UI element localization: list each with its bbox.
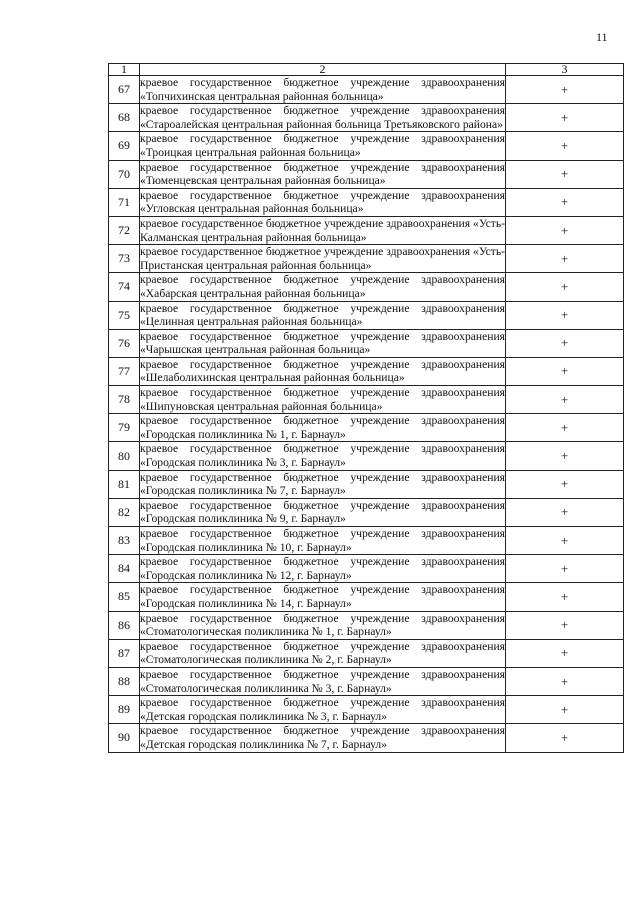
row-number-cell: 88: [109, 667, 140, 695]
institution-name-cell: краевое государственное бюджетное учреждение здравоохранения «Шипуновская центральная районная больница»: [140, 386, 505, 413]
row-number-cell: 72: [109, 216, 140, 244]
institution-name-cell: краевое государственное бюджетное учреждение здравоохранения «Городская поликлиника № 14, г. Барнаул»: [140, 583, 505, 610]
row-number-cell: 90: [109, 724, 140, 752]
mark-cell: +: [506, 555, 624, 583]
mark-cell: +: [506, 583, 624, 611]
institution-name-cell: краевое государственное бюджетное учреждение здравоохранения «Топчихинская центральная районная больница»: [140, 76, 505, 103]
table-row: [109, 639, 624, 667]
table-header: [109, 64, 624, 76]
institution-name-cell: краевое государственное бюджетное учреждение здравоохранения «Городская поликлиника № 12, г. Барнаул»: [140, 555, 505, 582]
table-row: [109, 724, 624, 752]
institution-name-cell: краевое государственное бюджетное учреждение здравоохранения «Усть-Калманская центральная районная больница»: [140, 216, 505, 244]
table-row: [109, 696, 624, 724]
table-header-row: [109, 64, 624, 76]
row-number-cell: 78: [109, 386, 140, 414]
table-row: [109, 667, 624, 695]
mark-cell: +: [506, 216, 624, 244]
row-number-cell: 87: [109, 639, 140, 667]
mark-cell: +: [506, 611, 624, 639]
mark-cell: +: [506, 160, 624, 188]
mark-cell: +: [506, 329, 624, 357]
row-number-cell: 83: [109, 527, 140, 555]
column-header-1: 1: [109, 64, 140, 76]
column-header-3: 3: [506, 64, 624, 76]
institution-name-cell: краевое государственное бюджетное учреждение здравоохранения «Стоматологическая поликлиника № 1, г. Барнаул»: [140, 611, 505, 639]
institution-name-cell: краевое государственное бюджетное учреждение здравоохранения «Стоматологическая поликлиника № 3, г. Барнаул»: [140, 667, 505, 695]
table-row: [109, 160, 624, 188]
mark-cell: +: [506, 696, 624, 724]
row-number-cell: 77: [109, 357, 140, 385]
row-number-cell: 79: [109, 414, 140, 442]
institutions-table: [108, 63, 624, 753]
table-row: [109, 132, 624, 160]
institution-name-cell: краевое государственное бюджетное учреждение здравоохранения «Детская городская поликлиника № 3, г. Барнаул»: [140, 696, 505, 723]
institution-name-cell: краевое государственное бюджетное учреждение здравоохранения «Староалейская центральная районная больница Третьяковского района»: [140, 104, 505, 131]
row-number-cell: 80: [109, 442, 140, 470]
institution-name-cell: краевое государственное бюджетное учреждение здравоохранения «Детская городская поликлиника № 7, г. Барнаул»: [140, 724, 505, 751]
mark-cell: +: [506, 498, 624, 526]
row-number-cell: 86: [109, 611, 140, 639]
institution-name-cell: краевое государственное бюджетное учреждение здравоохранения «Стоматологическая поликлиника № 2, г. Барнаул»: [140, 639, 505, 667]
row-number-cell: 70: [109, 160, 140, 188]
mark-cell: +: [506, 667, 624, 695]
table-row: [109, 216, 624, 244]
institution-name-cell: краевое государственное бюджетное учреждение здравоохранения «Целинная центральная районная больница»: [140, 301, 505, 329]
table-row: [109, 245, 624, 273]
mark-cell: +: [506, 386, 624, 414]
page-number: 11: [596, 30, 608, 44]
institution-name-cell: краевое государственное бюджетное учреждение здравоохранения «Городская поликлиника № 9, г. Барнаул»: [140, 498, 505, 526]
row-number-cell: 67: [109, 76, 140, 104]
table-row: [109, 442, 624, 470]
institution-name-cell: краевое государственное бюджетное учреждение здравоохранения «Чарышская центральная районная больница»: [140, 329, 505, 357]
table-row: [109, 76, 624, 104]
mark-cell: +: [506, 301, 624, 329]
mark-cell: +: [506, 442, 624, 470]
table-body: [109, 76, 624, 753]
institution-name-cell: краевое государственное бюджетное учреждение здравоохранения «Тюменцевская центральная районная больница»: [140, 160, 505, 188]
mark-cell: +: [506, 470, 624, 498]
row-number-cell: 85: [109, 583, 140, 611]
row-number-cell: 76: [109, 329, 140, 357]
row-number-cell: 89: [109, 696, 140, 724]
mark-cell: +: [506, 527, 624, 555]
table-row: [109, 357, 624, 385]
institution-name-cell: краевое государственное бюджетное учреждение здравоохранения «Городская поликлиника № 7, г. Барнаул»: [140, 470, 505, 498]
row-number-cell: 75: [109, 301, 140, 329]
mark-cell: +: [506, 188, 624, 216]
institution-name-cell: краевое государственное бюджетное учреждение здравоохранения «Городская поликлиника № 10, г. Барнаул»: [140, 527, 505, 554]
mark-cell: +: [506, 245, 624, 273]
row-number-cell: 69: [109, 132, 140, 160]
row-number-cell: 68: [109, 104, 140, 132]
table-row: [109, 104, 624, 132]
table-row: [109, 188, 624, 216]
institution-name-cell: краевое государственное бюджетное учреждение здравоохранения «Городская поликлиника № 3, г. Барнаул»: [140, 442, 505, 470]
institution-name-cell: краевое государственное бюджетное учреждение здравоохранения «Угловская центральная районная больница»: [140, 188, 505, 216]
row-number-cell: 73: [109, 245, 140, 273]
mark-cell: +: [506, 273, 624, 301]
mark-cell: +: [506, 76, 624, 104]
institution-name-cell: краевое государственное бюджетное учреждение здравоохранения «Усть-Пристанская центральная районная больница»: [140, 245, 505, 272]
row-number-cell: 84: [109, 555, 140, 583]
institution-name-cell: краевое государственное бюджетное учреждение здравоохранения «Хабарская центральная районная больница»: [140, 273, 505, 300]
row-number-cell: 82: [109, 498, 140, 526]
row-number-cell: 81: [109, 470, 140, 498]
column-header-2: 2: [140, 64, 506, 76]
table-row: [109, 470, 624, 498]
row-number-cell: 71: [109, 188, 140, 216]
institution-name-cell: краевое государственное бюджетное учреждение здравоохранения «Шелаболихинская центральная районная больница»: [140, 357, 505, 385]
table-row: [109, 555, 624, 583]
mark-cell: +: [506, 639, 624, 667]
mark-cell: +: [506, 724, 624, 752]
table-row: [109, 583, 624, 611]
table-row: [109, 414, 624, 442]
mark-cell: +: [506, 104, 624, 132]
mark-cell: +: [506, 132, 624, 160]
table-row: [109, 273, 624, 301]
table-row: [109, 527, 624, 555]
table-row: [109, 386, 624, 414]
mark-cell: +: [506, 357, 624, 385]
table-row: [109, 498, 624, 526]
institution-name-cell: краевое государственное бюджетное учреждение здравоохранения «Городская поликлиника № 1, г. Барнаул»: [140, 414, 505, 441]
table-row: [109, 301, 624, 329]
table-row: [109, 329, 624, 357]
row-number-cell: 74: [109, 273, 140, 301]
mark-cell: +: [506, 414, 624, 442]
institution-name-cell: краевое государственное бюджетное учреждение здравоохранения «Троицкая центральная районная больница»: [140, 132, 505, 159]
table-row: [109, 611, 624, 639]
